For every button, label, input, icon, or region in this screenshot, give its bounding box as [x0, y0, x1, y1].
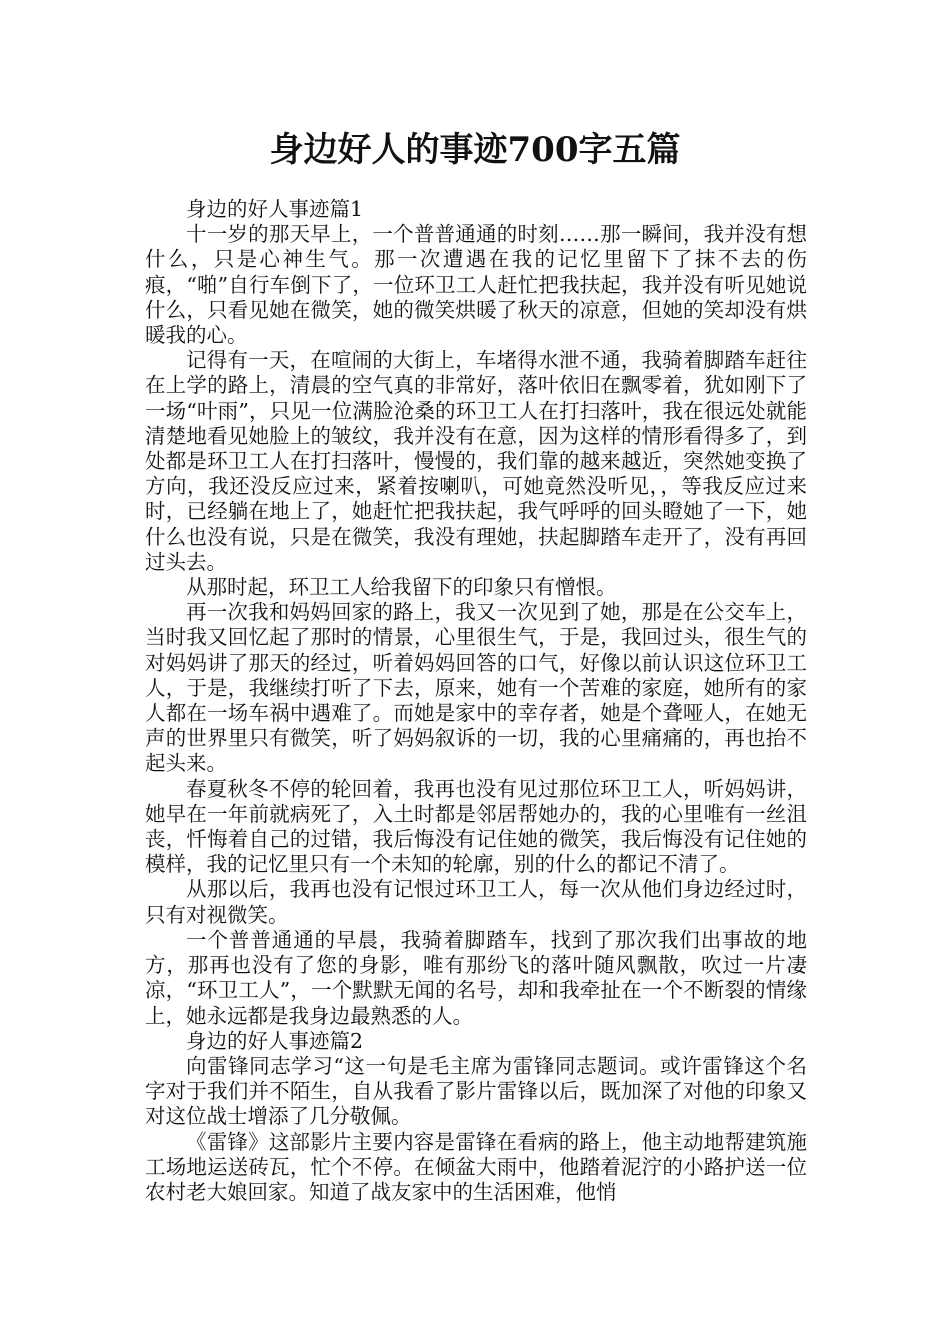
paragraph: 春夏秋冬不停的轮回着，我再也没有见过那位环卫工人，听妈妈讲，她早在一年前就病死了，入土时都是邻居帮她办的，我的心里唯有一丝沮丧，忏悔着自己的过错，我后悔没有记住她的微笑，我后悔没有记住她的模样，我的记忆里只有一个未知的轮廓，别的什么的都记不清了。: [145, 776, 807, 877]
document-title: 身边好人的事迹700字五篇: [269, 130, 681, 170]
paragraph: 从那时起，环卫工人给我留下的印象只有憎恨。: [186, 575, 617, 600]
section-heading: 身边的好人事迹篇1: [186, 197, 364, 221]
paragraph: 向雷锋同志学习“这一句是毛主席为雷锋同志题词。或许雷锋这个名字对于我们并不陌生，自从我看了影片雷锋以后，既加深了对他的印象又对这位战士增添了几分敬佩。: [145, 1053, 807, 1129]
document-body: [145, 197, 807, 1205]
paragraph: 《雷锋》这部影片主要内容是雷锋在看病的路上，他主动地帮建筑施工场地运送砖瓦，忙个不停。在倾盆大雨中，他踏着泥泞的小路护送一位农村老大娘回家。知道了战友家中的生活困难，他悄: [145, 1129, 807, 1204]
paragraph: 从那以后，我再也没有记恨过环卫工人，每一次从他们身边经过时，只有对视微笑。: [145, 877, 807, 927]
paragraph: 再一次我和妈妈回家的路上，我又一次见到了她，那是在公交车上，当时我又回忆起了那时的情景，心里很生气，于是，我回过头，很生气的对妈妈讲了那天的经过，听着妈妈回答的口气，好像以前认识这位环卫工人，于是，我继续打听了下去，原来，她有一个苦难的家庭，她所有的家人都在一场车祸中遇难了。而她是家中的幸存者，她是个聋哑人，在她无声的世界里只有微笑，听了妈妈叙诉的一切，我的心里痛痛的，再也抬不起头来。: [145, 600, 807, 776]
paragraph: 一个普普通通的早晨，我骑着脚踏车，找到了那次我们出事故的地方，那再也没有了您的身影，唯有那纷飞的落叶随风飘散，吹过一片凄凉，“环卫工人”，一个默默无闻的名号，却和我牵扯在一个不断裂的情缘上，她永远都是我身边最熟悉的人。: [145, 927, 807, 1028]
paragraph: 十一岁的那天早上，一个普普通通的时刻……那一瞬间，我并没有想什么，只是心神生气。那一次遭遇在我的记忆里留下了抹不去的伤痕，“啪”自行车倒下了，一位环卫工人赶忙把我扶起，我并没有听见她说什么，只看见她在微笑，她的微笑烘暖了秋天的凉意，但她的笑却没有烘暖我的心。: [145, 222, 807, 348]
section-heading: 身边的好人事迹篇2: [186, 1028, 364, 1053]
paragraph: 记得有一天，在喧闹的大街上，车堵得水泄不通，我骑着脚踏车赶往在上学的路上，清晨的空气真的非常好，落叶依旧在飘零着，犹如刚下了一场“叶雨”，只见一位满脸沧桑的环卫工人在打扫落叶，我在很远处就能清楚地看见她脸上的皱纹，我并没有在意，因为这样的情形看得多了，到处都是环卫工人在打扫落叶，慢慢的，我们靠的越来越近，突然她变换了方向，我还没反应过来，紧着按喇叭，可她竟然没听见，，等我反应过来时，已经躺在地上了，她赶忙把我扶起，我气呼呼的回头瞪她了一下，她什么也没有说，只是在微笑，我没有理她，扶起脚踏车走开了，没有再回过头去。: [145, 348, 807, 574]
